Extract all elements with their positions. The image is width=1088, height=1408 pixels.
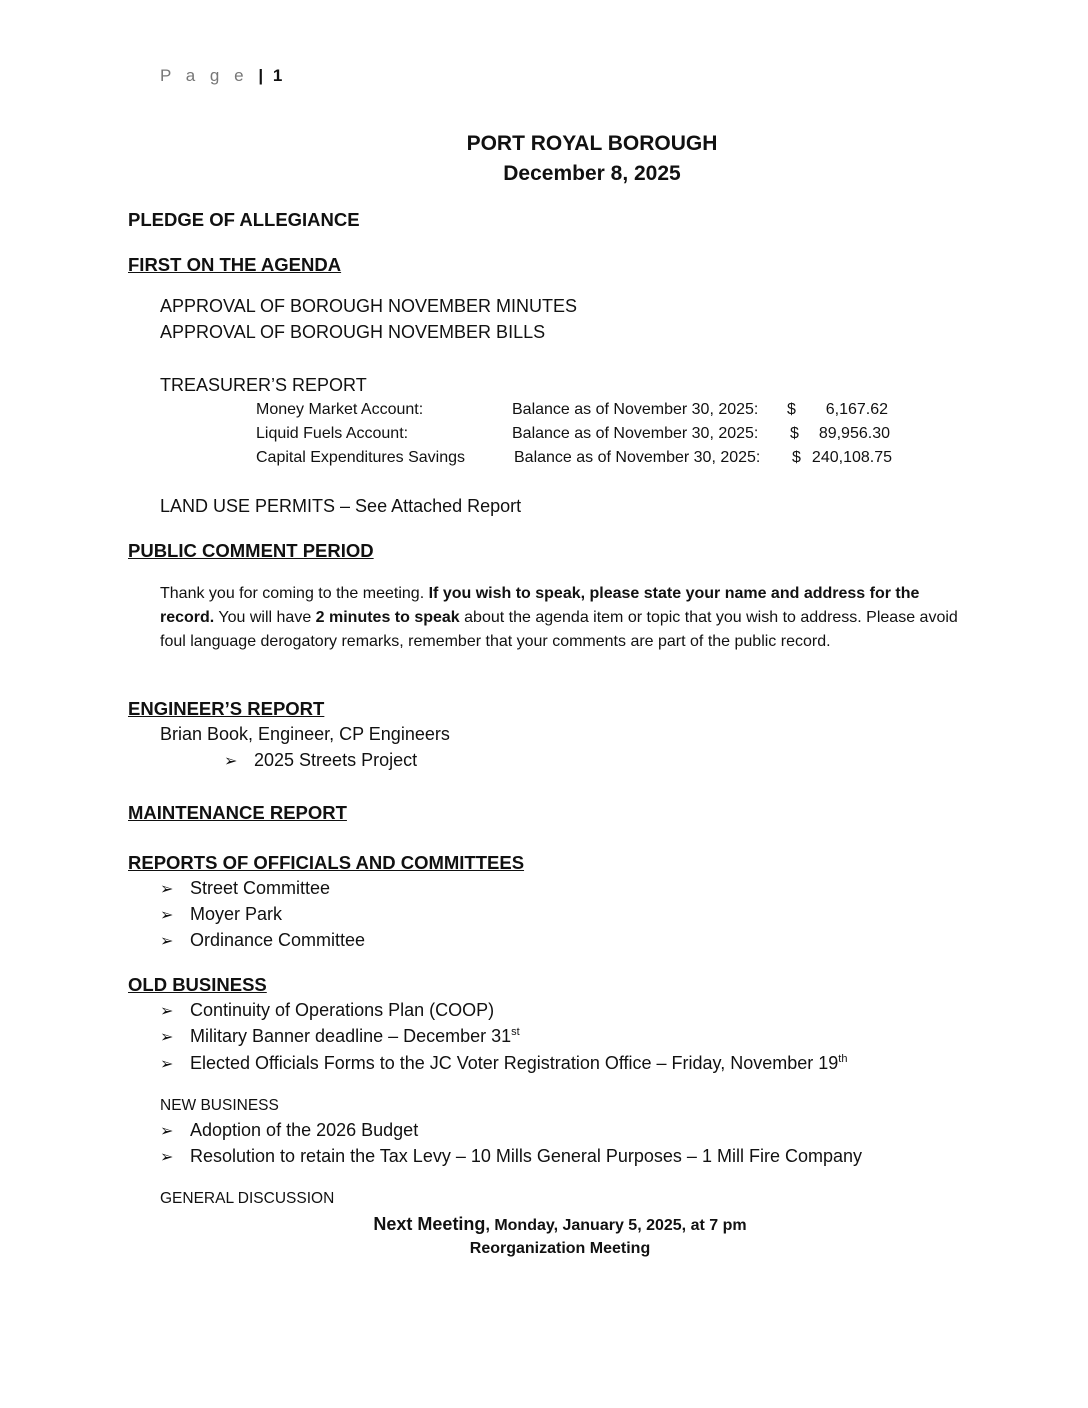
arrow-bullet-icon: ➢	[160, 907, 174, 924]
new-business-heading: NEW BUSINESS	[160, 1097, 279, 1114]
maintenance-heading: MAINTENANCE REPORT	[128, 802, 347, 823]
public-comment-heading: PUBLIC COMMENT PERIOD	[128, 540, 374, 561]
next-meeting-subtitle: Reorganization Meeting	[469, 1240, 651, 1257]
account-balance-label: Balance as of November 30, 2025:	[512, 401, 759, 418]
public-comment-paragraph	[160, 582, 965, 654]
arrow-bullet-icon: ➢	[160, 1056, 174, 1073]
account-name-liquid-fuels: Liquid Fuels Account:	[256, 425, 409, 442]
next-meeting-label: Next Meeting	[373, 1214, 486, 1234]
page-number	[160, 66, 282, 86]
officials-heading: REPORTS OF OFFICIALS AND COMMITTEES	[128, 852, 525, 873]
treasurer-heading: TREASURER’S REPORT	[160, 375, 367, 395]
account-name-capital-expenditures: Capital Expenditures Savings	[256, 449, 466, 466]
account-amount-liquid-fuels: 89,956.30	[818, 425, 890, 442]
list-item	[160, 1053, 847, 1074]
first-agenda-heading: FIRST ON THE AGENDA	[128, 254, 342, 275]
next-meeting	[0, 1214, 1088, 1235]
old-business-heading: OLD BUSINESS	[128, 974, 267, 995]
arrow-bullet-icon: ➢	[224, 753, 238, 770]
agenda-item-minutes: APPROVAL OF BOROUGH NOVEMBER MINUTES	[160, 296, 578, 316]
engineer-name: Brian Book, Engineer, CP Engineers	[160, 724, 450, 744]
page-label: P a g e	[160, 66, 249, 85]
old-business-item: Continuity of Operations Plan (COOP)	[190, 1000, 495, 1020]
list-item	[160, 1026, 520, 1047]
arrow-bullet-icon: ➢	[160, 881, 174, 898]
account-name-money-market: Money Market Account:	[256, 401, 424, 418]
public-comment-text-3: about the agenda item or topic that you wish to address. Please avoid foul language derogatory remarks, remember that your comments are part of the public record.	[160, 609, 958, 650]
arrow-bullet-icon: ➢	[160, 1029, 174, 1046]
list-item	[160, 904, 282, 925]
account-balance-label: Balance as of November 30, 2025:	[512, 425, 759, 442]
public-comment-text-1: Thank you for coming to the meeting.	[160, 585, 429, 602]
officials-item: Ordinance Committee	[190, 930, 366, 950]
arrow-bullet-icon: ➢	[160, 1123, 174, 1140]
new-business-item: Resolution to retain the Tax Levy – 10 Mills General Purposes – 1 Mill Fire Company	[190, 1146, 862, 1166]
agenda-item-bills: APPROVAL OF BOROUGH NOVEMBER BILLS	[160, 322, 546, 342]
arrow-bullet-icon: ➢	[160, 1149, 174, 1166]
meeting-date: December 8, 2025	[503, 162, 681, 185]
public-comment-bold-1: If you wish to speak, please state your name and address for the record.	[160, 585, 920, 626]
next-meeting-details: , Monday, January 5, 2025, at 7 pm	[485, 1217, 747, 1234]
account-amount-capital-expenditures: 240,108.75	[811, 449, 892, 466]
public-comment-text-2: You will have	[214, 609, 316, 626]
officials-item: Street Committee	[190, 878, 331, 898]
page-number-value: 1	[272, 66, 283, 85]
old-business-item-sup: st	[511, 1026, 520, 1038]
account-amount-money-market: 6,167.62	[825, 401, 888, 418]
account-currency: $	[790, 425, 799, 442]
list-item	[224, 750, 417, 771]
list-item	[160, 1146, 862, 1167]
old-business-item: Military Banner deadline – December 31	[190, 1026, 512, 1046]
old-business-item-sup: th	[838, 1053, 848, 1065]
list-item	[160, 930, 365, 951]
engineer-heading: ENGINEER’S REPORT	[128, 698, 325, 719]
account-currency: $	[792, 449, 801, 466]
arrow-bullet-icon: ➢	[160, 1003, 174, 1020]
general-discussion-heading: GENERAL DISCUSSION	[160, 1190, 335, 1207]
document-title: PORT ROYAL BOROUGH	[466, 132, 718, 155]
list-item	[160, 878, 330, 899]
page-separator: |	[258, 66, 264, 85]
list-item	[160, 1000, 494, 1021]
account-currency: $	[787, 401, 796, 418]
new-business-item: Adoption of the 2026 Budget	[190, 1120, 419, 1140]
public-comment-bold-2: 2 minutes to speak	[315, 609, 460, 626]
engineer-item: 2025 Streets Project	[254, 750, 418, 770]
pledge-heading: PLEDGE OF ALLEGIANCE	[128, 209, 360, 230]
account-balance-label: Balance as of November 30, 2025:	[514, 449, 761, 466]
list-item	[160, 1120, 418, 1141]
arrow-bullet-icon: ➢	[160, 933, 174, 950]
old-business-item: Elected Officials Forms to the JC Voter Registration Office – Friday, November 19	[190, 1053, 839, 1073]
land-use-permits: LAND USE PERMITS – See Attached Report	[160, 496, 522, 516]
officials-item: Moyer Park	[190, 904, 283, 924]
